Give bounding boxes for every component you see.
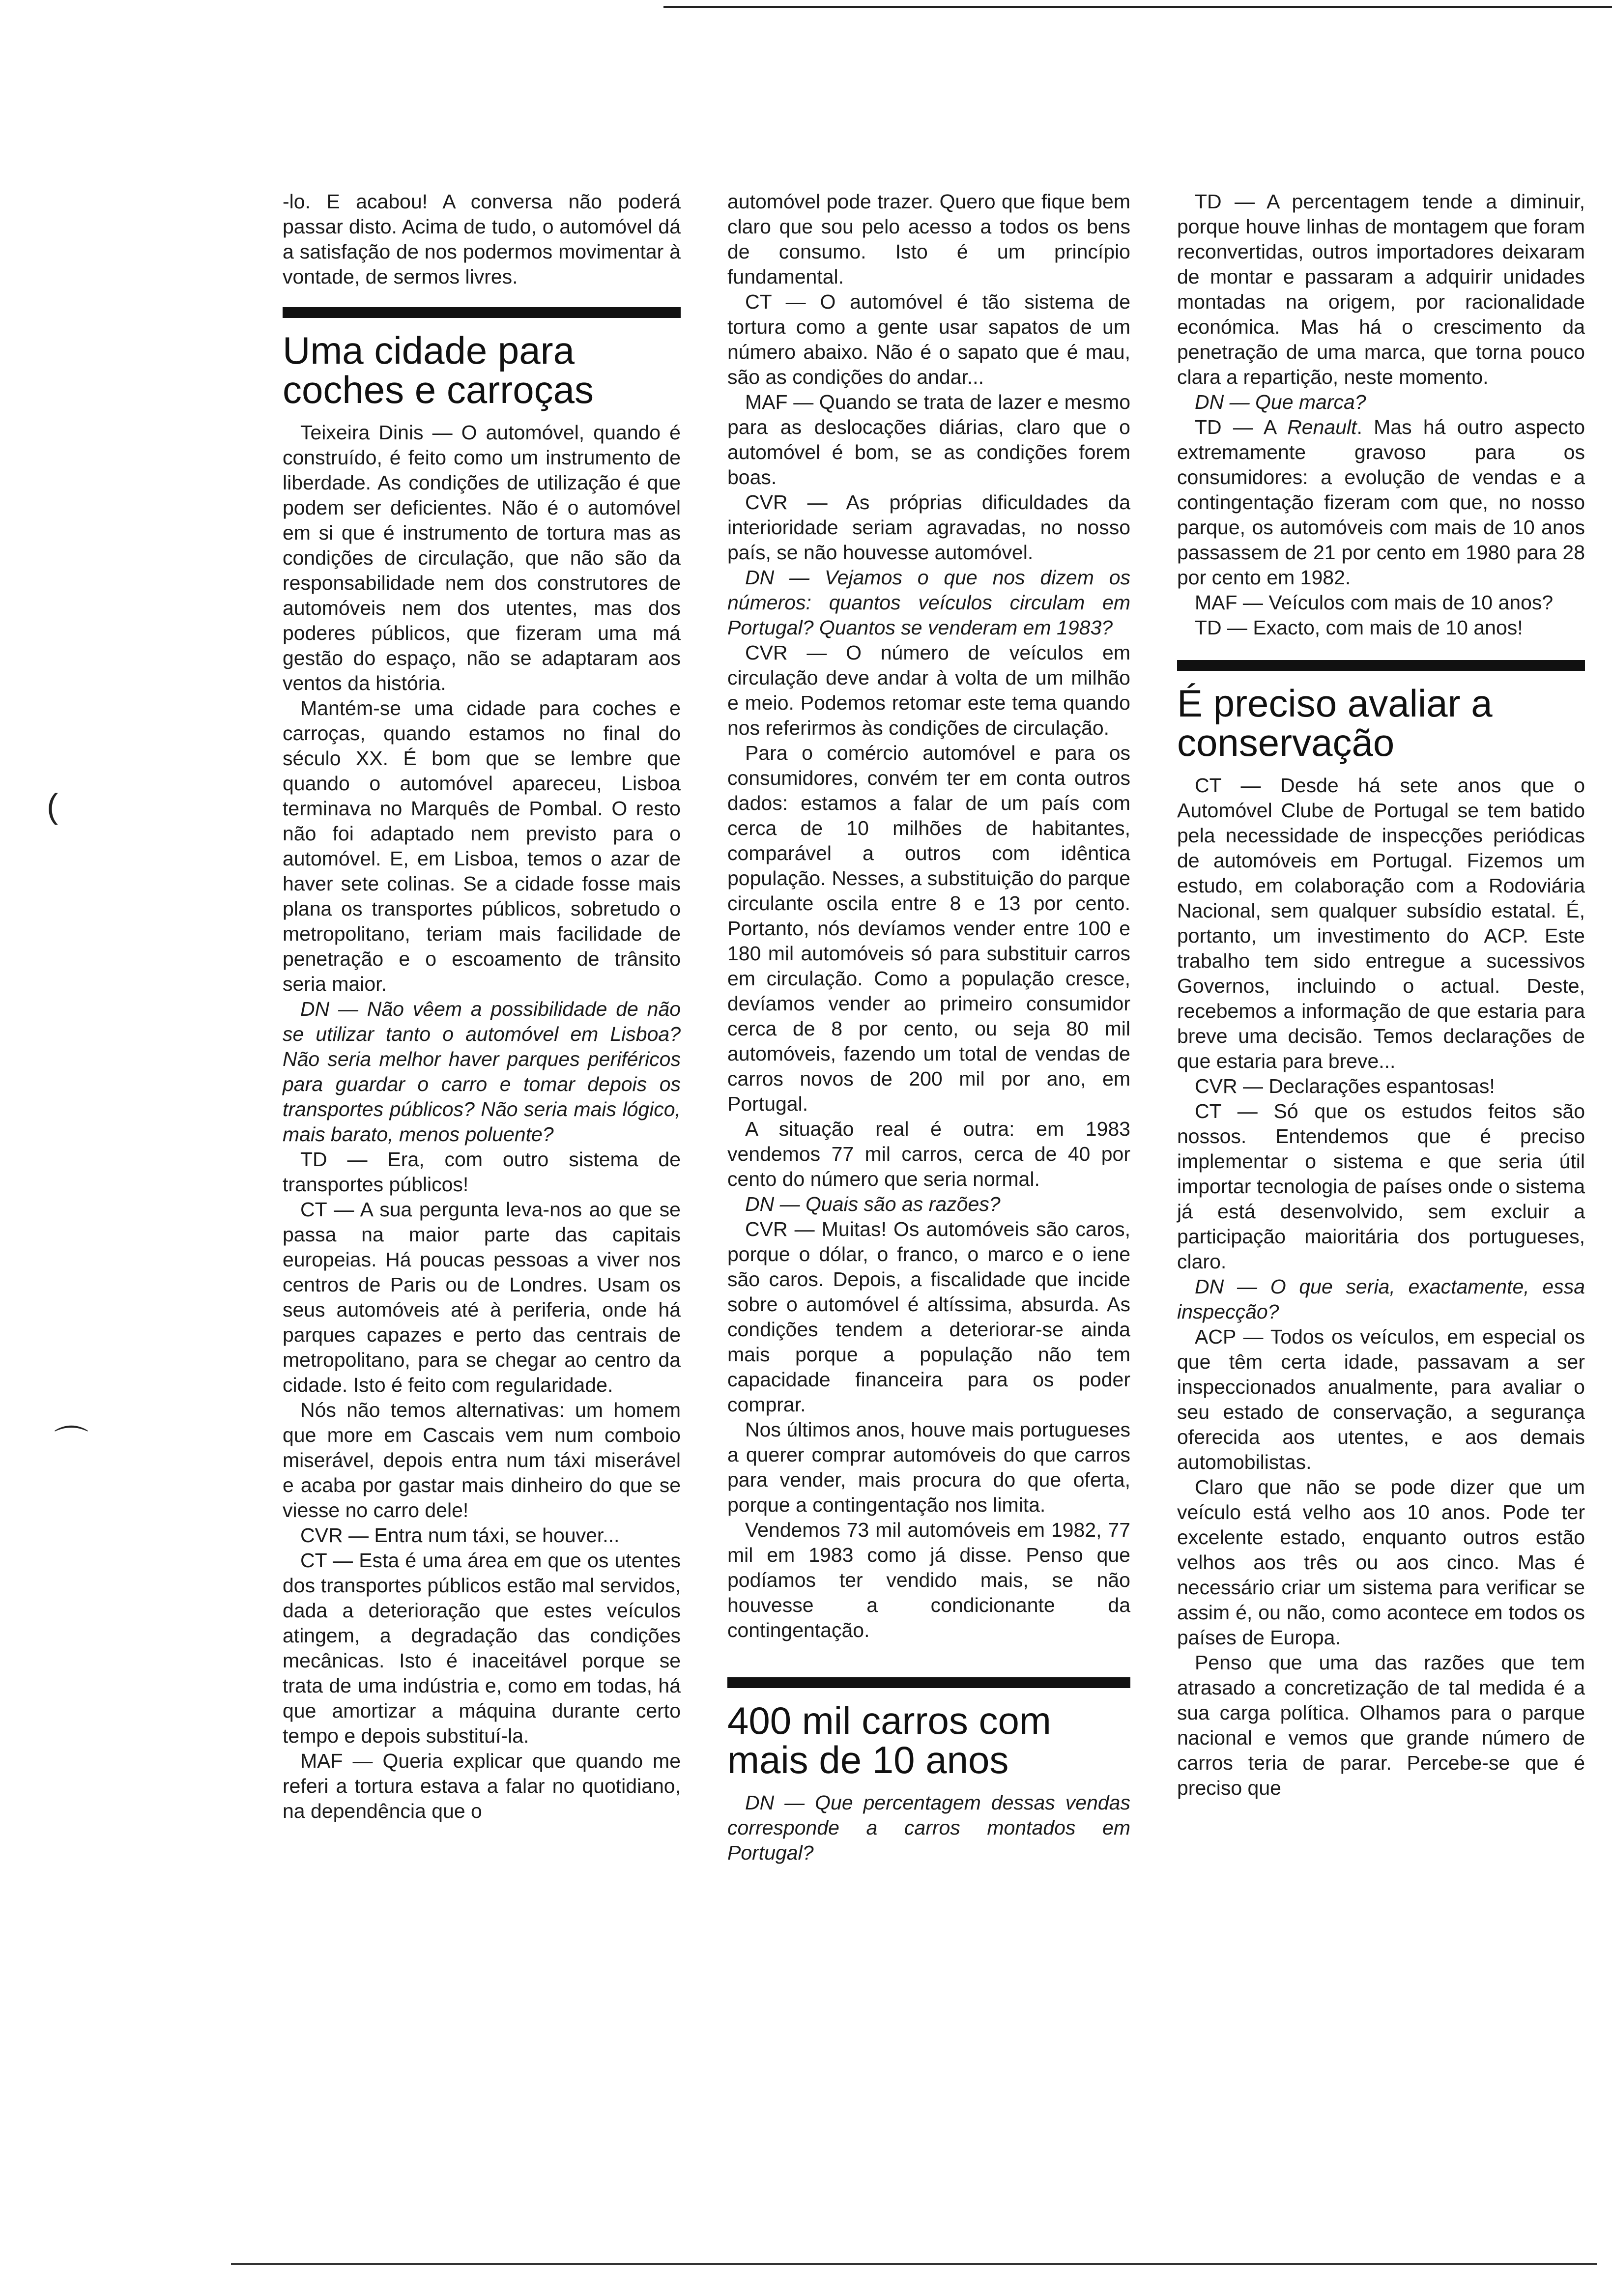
paragraph: Vendemos 73 mil automóveis em 1982, 77 mil em 1983 como já disse. Penso que podíamos ter vendido mais, se não houvesse a condicionante da contingentação. [727,1519,1130,1641]
column-2 [727,189,1130,1866]
paragraph: TD — Era, com outro sistema de transportes públicos! [283,1148,681,1196]
bottom-rule [231,2263,1597,2265]
paragraph: ACP — Todos os veículos, em especial os que têm certa idade, passavam a ser inspeccionados anualmente, para avaliar o seu estado de conservação, a segurança oferecida aos utentes, e aos demais automobilistas. [1177,1325,1585,1473]
margin-mark: ⌒ [54,1424,88,1462]
brand-name: Renault [1287,416,1357,438]
paragraph: CVR — Declarações espantosas! [1195,1075,1495,1097]
paragraph: CT — Desde há sete anos que o Automóvel Clube de Portugal se tem batido pela necessidade de inspecções periódicas de automóveis em Portugal. Fizemos um estudo, em colaboração com a Rodoviária Nacional, sem qualquer subsídio estatal. É, portanto, um investimento do ACP. Este trabalho tem sido entregue a sucessivos Governos, incluindo o actual. Deste, recebemos a informação de que estaria para breve uma decisão. Temos declarações de que estaria para breve... [1177,774,1585,1072]
paragraph: Claro que não se pode dizer que um veículo está velho aos 10 anos. Pode ter excelente estado, enquanto outros estão velhos aos três ou aos cinco. Mas é necessário criar um sistema para verificar se assim é, ou não, como acontece em todos os países de Europa. [1177,1476,1585,1649]
paragraph: CVR — As próprias dificuldades da interioridade seriam agravadas, no nosso país, se não houvesse automóvel. [727,491,1130,564]
top-rule [663,6,1612,8]
paragraph: Mantém-se uma cidade para coches e carroças, quando estamos no final do século XX. É bom que se lembre que quando o automóvel apareceu, Lisboa terminava no Marquês de Pombal. O resto não foi adaptado nem previsto para o automóvel. E, em Lisboa, temos o azar de haver sete colinas. Se a cidade fosse mais plana os transportes públicos, sobretudo o metropolitano, teriam mais facilidade de penetração e o escoamento de trânsito seria maior. [283,697,681,995]
text-run: TD — A [1195,416,1288,438]
section-rule [1177,660,1585,671]
paragraph: TD — Exacto, com mais de 10 anos! [1195,616,1523,639]
section-rule [283,307,681,318]
paragraph: Teixeira Dinis — O automóvel, quando é construído, é feito como um instrumento de liberdade. As condições de utilização é que podem ser deficientes. Não é o automóvel em si que é instrumento de tortura mas as condições de circulação, que não são da responsabilidade nem dos construtores de automóveis nem dos utentes, mas dos poderes públicos, que fizeram uma má gestão do espaço, não se adaptaram aos ventos da história. [283,421,681,694]
paragraph: Nos últimos anos, houve mais portugueses a querer comprar automóveis do que carros para vender, mais procura do que oferta, porque a contingentação nos limita. [727,1418,1130,1516]
question: DN — O que seria, exactamente, essa inspecção? [1177,1275,1585,1323]
paragraph: -lo. E acabou! A conversa não poderá passar disto. Acima de tudo, o automóvel dá a satisfação de nos podermos movimentar à vontade, de sermos livres. [283,190,681,288]
question: DN — Que percentagem dessas vendas corresponde a carros montados em Portugal? [727,1791,1130,1864]
paragraph: CVR — Muitas! Os automóveis são caros, porque o dólar, o franco, o marco e o iene são caros. Depois, a fiscalidade que incide sobre o automóvel é altíssima, absurda. As condições tendem a deteriorar-se ainda mais porque a população não tem capacidade financeira para os poder comprar. [727,1218,1130,1416]
section-rule [727,1677,1130,1688]
paragraph: Nós não temos alternativas: um homem que more em Cascais vem num comboio miserável, depois entra num táxi miserável e acaba por gastar mais dinheiro do que se viesse no carro dele! [283,1399,681,1521]
question: DN — Quais são as razões? [745,1193,1001,1215]
question: DN — Que marca? [1195,391,1366,413]
paragraph: automóvel pode trazer. Quero que fique bem claro que sou pelo acesso a todos os bens de consumo. Isto é um princípio fundamental. [727,190,1130,288]
question: DN — Vejamos o que nos dizem os números: quantos veículos circulam em Portugal? Quantos se venderam em 1983? [727,566,1130,639]
paragraph: MAF — Veículos com mais de 10 anos? [1195,591,1554,614]
column-1 [283,189,681,1824]
paragraph: CVR — Entra num táxi, se houver... [300,1524,620,1547]
paragraph: CT — A sua pergunta leva-nos ao que se passa na maior parte das capitais europeias. Há poucas pessoas a viver nos centros de Paris ou de Londres. Usam os seus automóveis até à periferia, onde há parques capazes e perto das centrais de metropolitano, para se chegar ao centro da cidade. Isto é feito com regularidade. [283,1198,681,1396]
paragraph: TD — A percentagem tende a diminuir, porque houve linhas de montagem que foram reconvertidas, outros importadores deixaram de montar e passaram a adquirir unidades montadas na origem, por racionalidade económica. Mas há o crescimento da penetração de uma marca, que torna pouco clara a repartição, neste momento. [1177,190,1585,388]
paragraph: CT — Esta é uma área em que os utentes dos transportes públicos estão mal servidos, dada a deterioração que estes veículos atingem, a degradação das condições mecânicas. Isto é inaceitável porque se trata de uma indústria e, como em todas, há que amortizar a máquina durante certo tempo e depois substituí-la. [283,1549,681,1747]
section-headline: Uma cidade para coches e carroças [283,329,594,411]
paragraph: CT — Só que os estudos feitos são nossos. Entendemos que é preciso implementar o sistema e que seria útil importar tecnologia de países onde o sistema já está desenvolvido, sem excluir a participação maioritária dos portugueses, claro. [1177,1100,1585,1273]
section-headline: É preciso avaliar a conservação [1177,682,1493,764]
question: DN — Não vêem a possibilidade de não se utilizar tanto o automóvel em Lisboa? Não seria melhor haver parques periféricos para guardar o carro e tomar depois os transportes públicos? Não seria mais lógico, mais barato, menos poluente? [283,998,681,1146]
text-run: . Mas há outro aspecto extremamente gravoso para os consumidores: a evolução de vendas e a contingentação fizeram com que, no nosso parque, os automóveis com mais de 10 anos passassem de 21 por cento em 1980 para 28 por cento em 1982. [1177,416,1585,589]
paragraph: CT — O automóvel é tão sistema de tortura como a gente usar sapatos de um número abaixo. Não é o sapato que é mau, são as condições do andar... [727,290,1130,388]
paragraph: A situação real é outra: em 1983 vendemos 77 mil carros, cerca de 40 por cento do número que seria normal. [727,1118,1130,1190]
paragraph: MAF — Queria explicar que quando me referi a tortura estava a falar no quotidiano, na dependência que o [283,1750,681,1822]
paragraph: CVR — O número de veículos em circulação deve andar à volta de um milhão e meio. Podemos retomar este tema quando nos referirmos às condições de circulação. [727,641,1130,739]
paragraph: Para o comércio automóvel e para os consumidores, convém ter em conta outros dados: estamos a falar de um país com cerca de 10 milhões de habitantes, comparável a outros com idêntica população. Nesses, a substituição do parque circulante oscila entre 8 e 13 por cento. Portanto, nós devíamos vender entre 100 e 180 mil automóveis só para substituir carros em circulação. Como a população cresce, devíamos vender ao primeiro consumidor cerca de 8 por cento, ou seja 80 mil automóveis, fazendo um total de vendas de carros novos de 200 mil por ano, em Portugal. [727,742,1130,1115]
section-headline: 400 mil carros com mais de 10 anos [727,1699,1051,1781]
paragraph [1177,415,1585,590]
paragraph: MAF — Quando se trata de lazer e mesmo para as deslocações diárias, claro que o automóvel é bom, se as condições forem boas. [727,391,1130,488]
paragraph: Penso que uma das razões que tem atrasado a concretização de tal medida é a sua carga política. Olhamos para o parque nacional e vemos que grande número de carros teria de parar. Percebe-se que é preciso que [1177,1651,1585,1799]
column-3 [1177,189,1585,1801]
margin-mark: ( [47,787,58,825]
